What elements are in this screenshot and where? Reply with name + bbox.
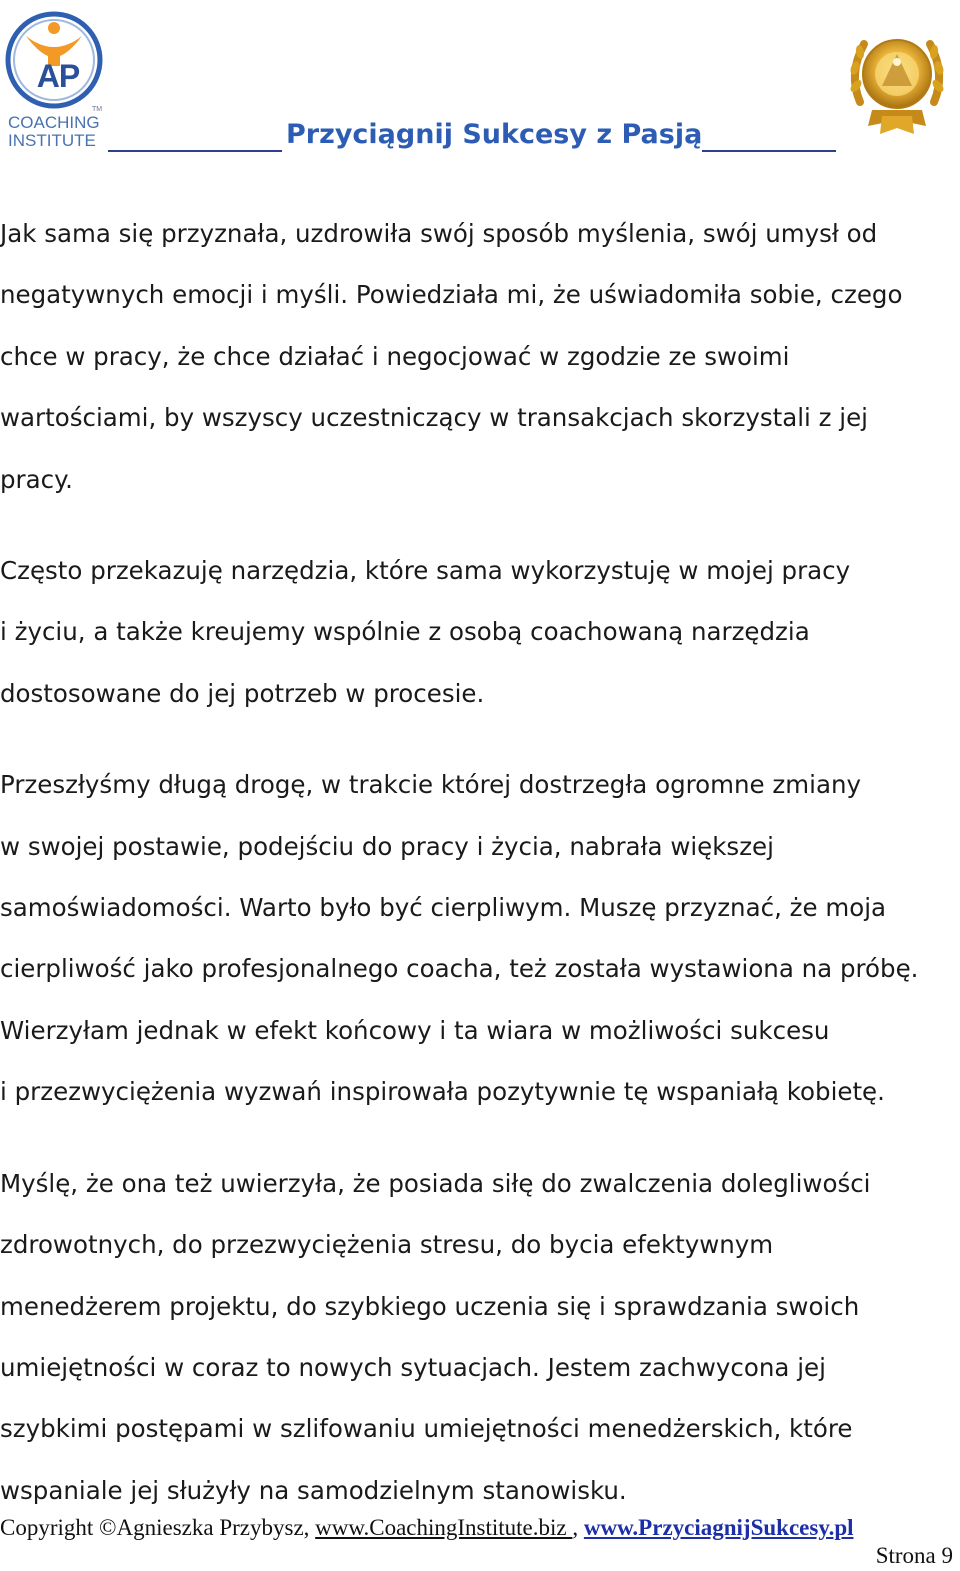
- text-line: umiejętności w coraz to nowych sytuacjach. Jestem zachwycona jej: [0, 1352, 826, 1382]
- copyright-text: Copyright ©Agnieszka Przybysz,: [0, 1515, 316, 1540]
- laurel-wreath-emblem-icon: [842, 22, 952, 140]
- text-line: samoświadomości. Warto było być cierpliwym. Muszę przyznać, że moja: [0, 893, 887, 923]
- text-line: Myślę, że ona też uwierzyła, że posiada siłę do zwalczenia dolegliwości: [0, 1168, 871, 1198]
- paragraph: [0, 540, 960, 724]
- text-line: pracy.: [0, 464, 73, 494]
- coaching-institute-link[interactable]: www.CoachingInstitute.biz: [315, 1515, 573, 1540]
- paragraph: [0, 754, 960, 1122]
- text-line: chce w pracy, że chce działać i negocjować w zgodzie ze swoimi: [0, 341, 790, 371]
- text-line: Często przekazuję narzędzia, które sama wykorzystuję w mojej pracy: [0, 556, 851, 586]
- page-title: Przyciągnij Sukcesy z Pasją: [286, 119, 703, 150]
- text-line: Wierzyłam jednak w efekt końcowy i ta wiara w możliwości sukcesu: [0, 1015, 830, 1045]
- logo-brand-line-2: INSTITUTE: [8, 131, 96, 150]
- text-line: negatywnych emocji i myśli. Powiedziała mi, że uświadomiła sobie, czego: [0, 280, 903, 310]
- text-line: zdrowotnych, do przezwyciężenia stresu, do bycia efektywnym: [0, 1230, 774, 1260]
- text-line: szybkimi postępami w szlifowaniu umiejętności menedżerskich, które: [0, 1414, 853, 1444]
- page-number: Strona 9: [875, 1543, 953, 1568]
- text-line: wartościami, by wszyscy uczestniczący w transakcjach skorzystali z jej: [0, 403, 868, 433]
- footer-separator: ,: [572, 1515, 584, 1540]
- page-footer: [0, 1513, 960, 1571]
- paragraph: [0, 1153, 960, 1521]
- text-line: w swojej postawie, podejściu do pracy i życia, nabrała większej: [0, 831, 774, 861]
- text-line: Przeszłyśmy długą drogę, w trakcie której dostrzegła ogromne zmiany: [0, 770, 861, 800]
- document-body: [0, 203, 960, 1521]
- title-rule-right: [702, 150, 836, 152]
- coaching-institute-logo: [4, 6, 108, 148]
- text-line: i życiu, a także kreujemy wspólnie z osobą coachowaną narzędzia: [0, 617, 810, 647]
- text-line: menedżerem projektu, do szybkiego uczenia się i sprawdzania swoich: [0, 1291, 860, 1321]
- logo-brand-line-1: COACHING: [8, 113, 100, 132]
- header-title-row: [108, 116, 838, 156]
- przyciagnij-sukcesy-link[interactable]: www.PrzyciagnijSukcesy.pl: [583, 1515, 854, 1540]
- paragraph: [0, 203, 960, 510]
- trademark-label: TM: [92, 106, 103, 113]
- text-line: dostosowane do jej potrzeb w procesie.: [0, 678, 485, 708]
- text-line: i przezwyciężenia wyzwań inspirowała pozytywnie tę wspaniałą kobietę.: [0, 1077, 885, 1107]
- text-line: wspaniale jej służyły na samodzielnym stanowisku.: [0, 1475, 627, 1505]
- title-rule-left: [108, 150, 282, 152]
- logo-mark-text: AP: [36, 58, 80, 94]
- page-header: [0, 0, 960, 160]
- footer-copyright-line: [0, 1515, 854, 1541]
- text-line: Jak sama się przyznała, uzdrowiła swój sposób myślenia, swój umysł od: [0, 219, 878, 248]
- text-line: cierpliwość jako profesjonalnego coacha, też została wystawiona na próbę.: [0, 954, 919, 984]
